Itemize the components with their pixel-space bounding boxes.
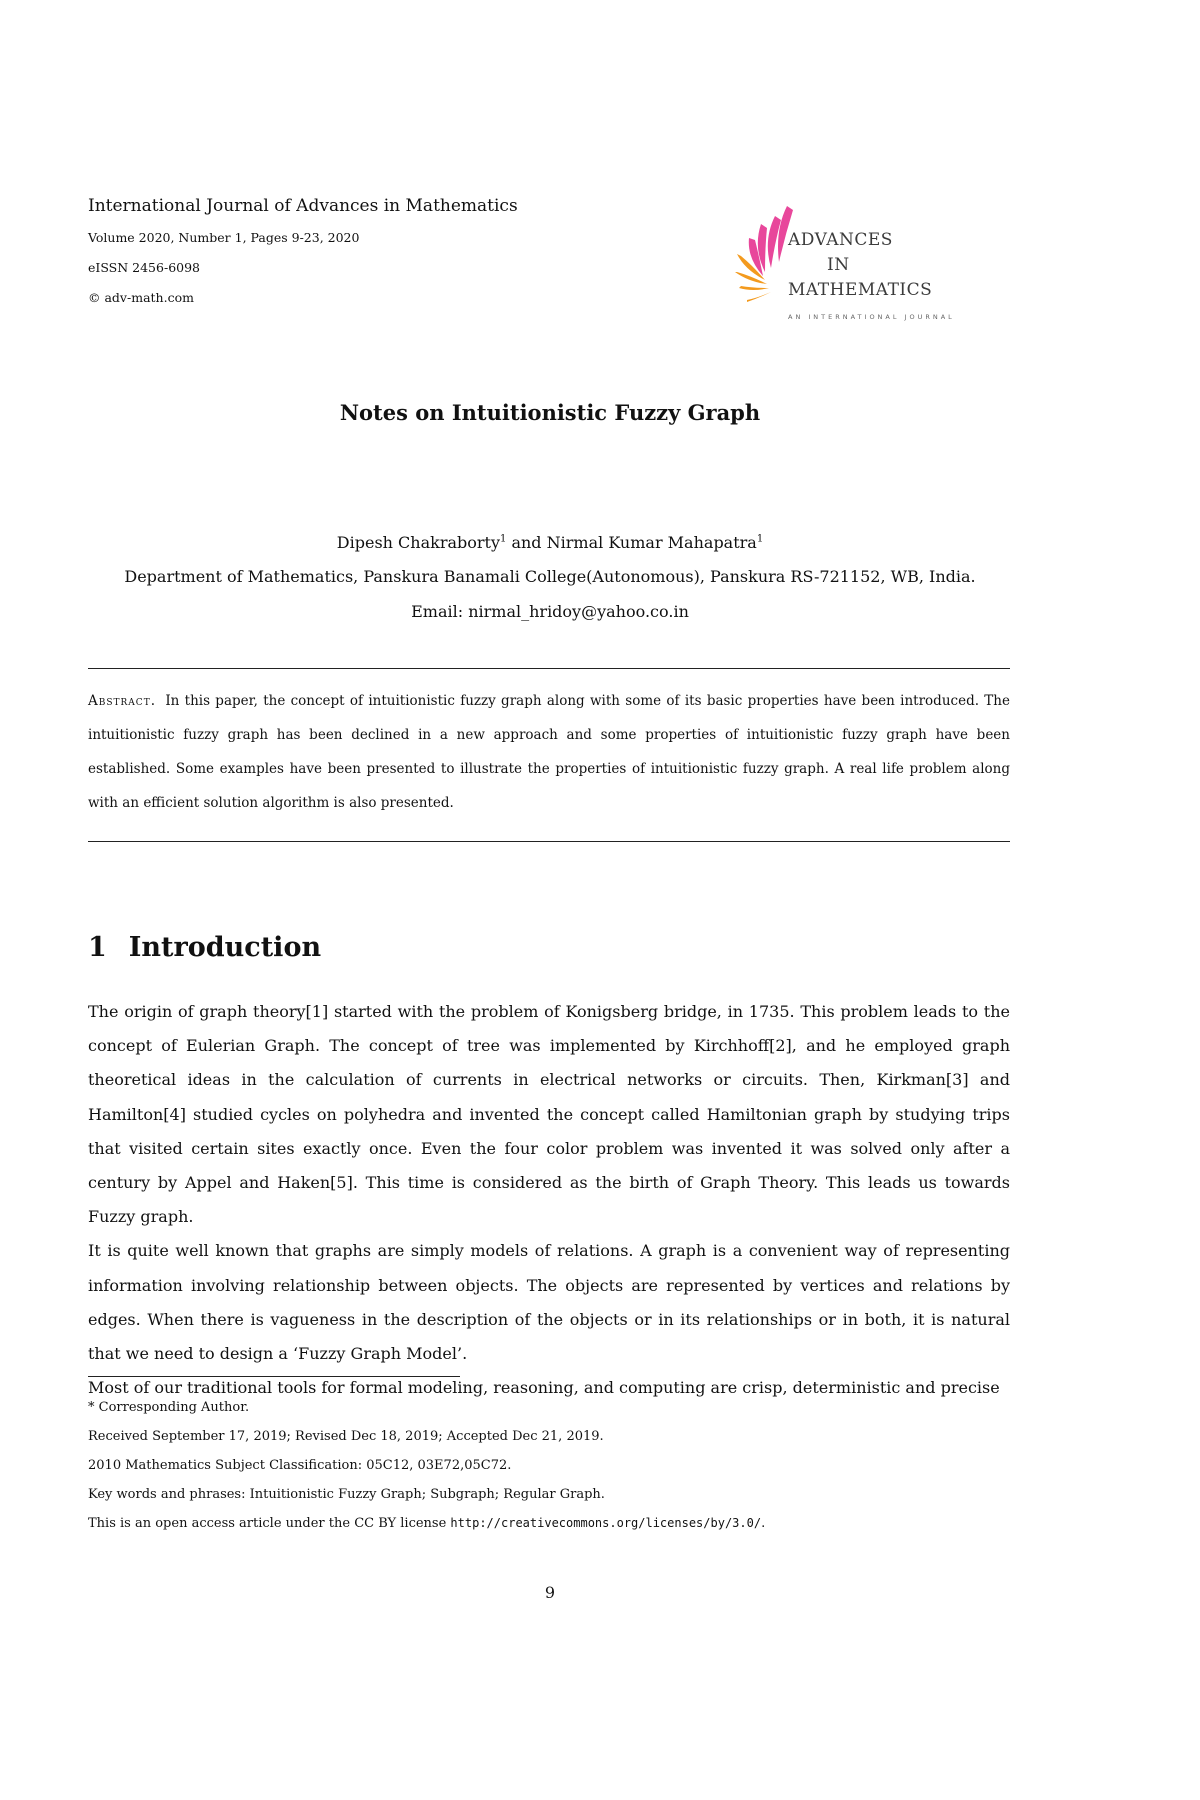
journal-copyright: © adv-math.com <box>88 290 194 305</box>
logo-line-in: IN <box>827 255 850 275</box>
page-number: 9 <box>544 1583 556 1602</box>
section-body <box>88 995 1010 1405</box>
footnote-keywords: Key words and phrases: Intuitionistic Fuzzy Graph; Subgraph; Regular Graph. <box>88 1487 605 1502</box>
footnote-msc: 2010 Mathematics Subject Classification: 05C12, 03E72,05C72. <box>88 1458 512 1473</box>
footnotes <box>88 1393 1010 1538</box>
logo-line-mathematics: MATHEMATICS <box>788 280 933 300</box>
abstract-top-rule <box>88 668 1010 669</box>
author-affiliation-mark: 1 <box>500 533 507 545</box>
author-conjunction: and <box>506 533 547 552</box>
affiliation: Department of Mathematics, Panskura Banamali College(Autonomous), Panskura RS-721152, WB, India. <box>124 567 976 586</box>
footnote-rule <box>88 1376 460 1377</box>
paper-title: Notes on Intuitionistic Fuzzy Graph <box>339 400 761 425</box>
author-line <box>0 533 1100 552</box>
section-number: 1 <box>88 932 107 963</box>
footnote-received: Received September 17, 2019; Revised Dec 18, 2019; Accepted Dec 21, 2019. <box>88 1429 604 1444</box>
journal-issn: eISSN 2456-6098 <box>88 260 200 275</box>
logo-line-advances: ADVANCES <box>788 230 893 250</box>
journal-logo <box>735 200 985 330</box>
license-link[interactable]: http://creativecommons.org/licenses/by/3.0/ <box>450 1516 762 1530</box>
footnote-corresponding: * Corresponding Author. <box>88 1400 250 1415</box>
journal-name: International Journal of Advances in Mathematics <box>88 196 518 216</box>
abstract <box>88 684 1010 820</box>
journal-volume: Volume 2020, Number 1, Pages 9-23, 2020 <box>88 230 360 245</box>
footnote-license <box>88 1509 1010 1538</box>
license-text: This is an open access article under the CC BY license <box>88 1516 451 1531</box>
section-heading <box>88 932 321 963</box>
author-email[interactable]: Email: nirmal_hridoy@yahoo.co.in <box>411 602 689 621</box>
abstract-bottom-rule <box>88 841 1010 842</box>
logo-tagline: AN INTERNATIONAL JOURNAL <box>788 313 955 321</box>
author-affiliation-mark: 1 <box>756 533 764 545</box>
license-end: . <box>761 1516 766 1531</box>
author-name: Nirmal Kumar Mahapatra <box>546 533 757 552</box>
journal-header <box>88 196 648 320</box>
abstract-text: In this paper, the concept of intuitionistic fuzzy graph along with some of its basic properties have been introduced. The intuitionistic fuzzy graph has been declined in a new approach and some properties of intuitionistic fuzzy graph have been established. Some examples have been presented to illustrate the properties of intuitionistic fuzzy graph. A real life problem along with an efficient solution algorithm is also presented. <box>88 693 1010 811</box>
body-paragraph: Most of our traditional tools for formal modeling, reasoning, and computing are crisp, deterministic and precise <box>88 1378 1000 1398</box>
body-paragraph: The origin of graph theory[1] started with the problem of Konigsberg bridge, in 1735. This problem leads to the concept of Eulerian Graph. The concept of tree was implemented by Kirchhoff[2], and he employed graph theoretical ideas in the calculation of currents in electrical networks or circuits. Then, Kirkman[3] and Hamilton[4] studied cycles on polyhedra and invented the concept called Hamiltonian graph by studying trips that visited certain sites exactly once. Even the four color problem was invented it was solved only after a century by Appel and Haken[5]. This time is considered as the birth of Graph Theory. This leads us towards Fuzzy graph. <box>88 1002 1010 1227</box>
author-name: Dipesh Chakraborty <box>336 533 500 552</box>
feather-logo-icon <box>735 200 805 320</box>
section-title: Introduction <box>128 932 322 963</box>
abstract-label: Abstract. <box>88 693 156 709</box>
body-paragraph: It is quite well known that graphs are simply models of relations. A graph is a convenient way of representing information involving relationship between objects. The objects are represented by vertices and relations by edges. When there is vagueness in the description of the objects or in its relationships or in both, it is natural that we need to design a ‘Fuzzy Graph Model’. <box>88 1241 1010 1364</box>
